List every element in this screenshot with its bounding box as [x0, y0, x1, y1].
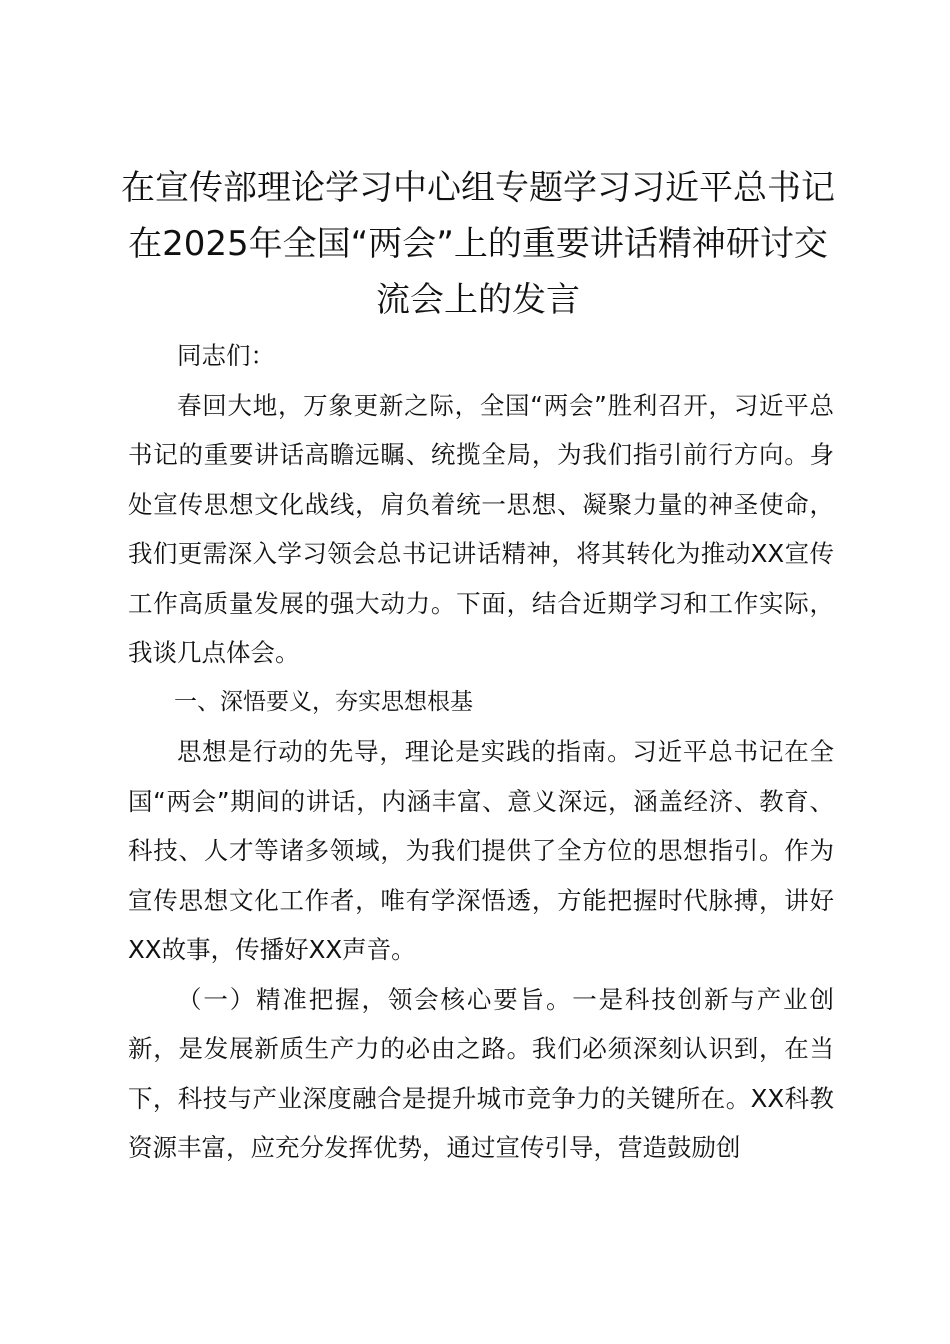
document-title: 在宣传部理论学习中心组专题学习习近平总书记在2025年全国“两会”上的重要讲话精神研讨交流会上的发言: [121, 168, 835, 320]
paragraph-subsection-1: （一）精准把握，领会核心要旨。一是科技创新与产业创新，是发展新质生产力的必由之路。我们必须深刻认识到，在当下，科技与产业深度融合是提升城市竞争力的关键所在。XX科教资源丰富，应充分发挥优势，通过宣传引导，营造鼓励创: [128, 984, 834, 1162]
paragraph-intro: 春回大地，万象更新之际，全国“两会”胜利召开，习近平总书记的重要讲话高瞻远瞩、统揽全局，为我们指引前行方向。身处宣传思想文化战线，肩负着统一思想、凝聚力量的神圣使命，我们更需深入学习领会总书记讲话精神，将其转化为推动XX宣传工作高质量发展的强大动力。下面，结合近期学习和工作实际，我谈几点体会。: [128, 390, 834, 667]
paragraph-section-1: 思想是行动的先导，理论是实践的指南。习近平总书记在全国“两会”期间的讲话，内涵丰富、意义深远，涵盖经济、教育、科技、人才等诸多领域，为我们提供了全方位的思想指引。作为宣传思想文化工作者，唯有学深悟透，方能把握时代脉搏，讲好XX故事，传播好XX声音。: [128, 737, 834, 964]
salutation: 同志们：: [177, 341, 275, 370]
document-body: [128, 331, 834, 1173]
section-heading-1: 一、深悟要义，夯实思想根基: [174, 688, 473, 715]
